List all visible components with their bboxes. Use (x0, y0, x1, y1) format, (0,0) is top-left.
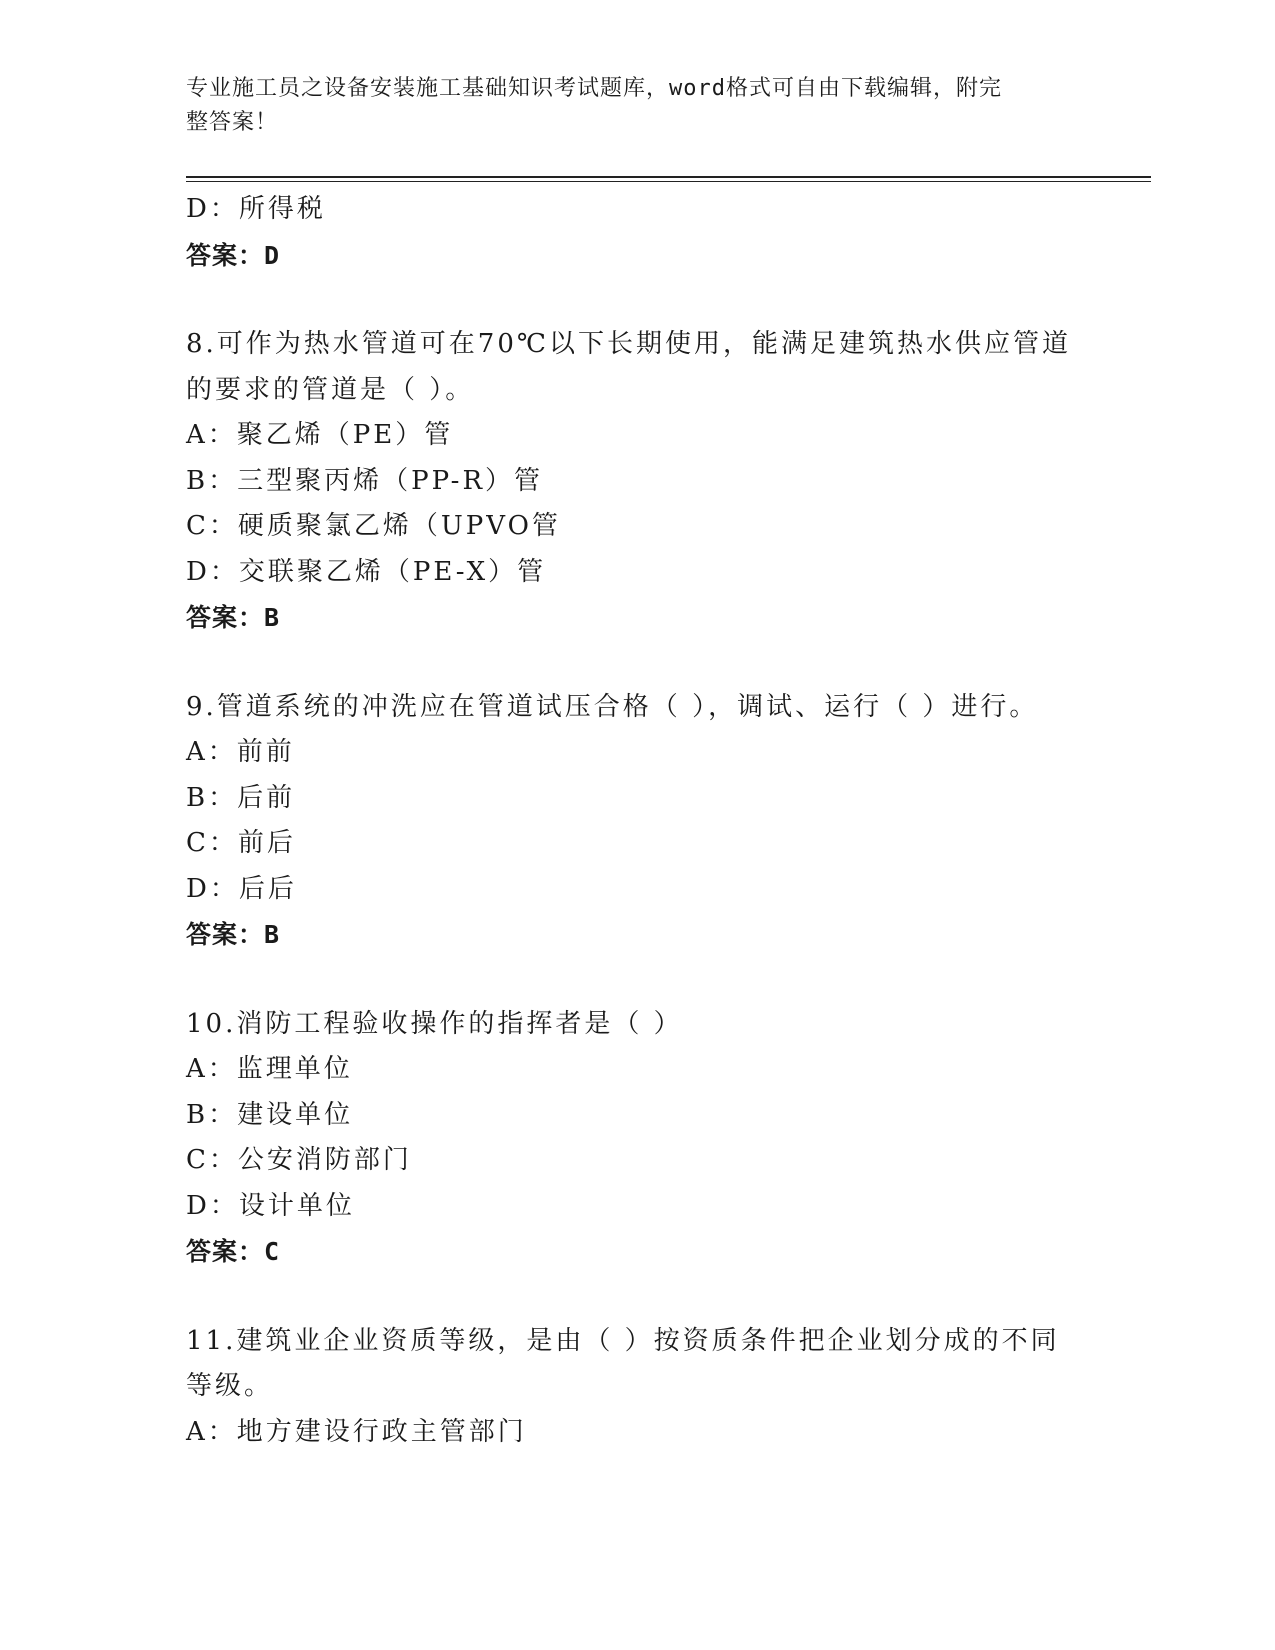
question-9-option-b: B：后前 (186, 782, 296, 813)
question-9-text-line-1: 9.管道系统的冲洗应在管道试压合格（ ），调试、运行（ ）进行。 (186, 691, 1039, 722)
header-line-1: 专业施工员之设备安装施工基础知识考试题库，word格式可自由下载编辑，附完 (186, 76, 1002, 101)
question-8-option-a: A：聚乙烯（PE）管 (186, 420, 454, 450)
question-9-option-a: A：前前 (186, 737, 295, 767)
question-11-text-line-1: 11.建筑业企业资质等级，是由（ ）按资质条件把企业划分成的不同 (186, 1325, 1060, 1356)
question-11 (186, 1319, 1086, 1456)
spacer (186, 641, 1086, 685)
question-11-option-a: A：地方建设行政主管部门 (186, 1416, 527, 1447)
question-10 (186, 1002, 1086, 1275)
question-11-text-line-2: 等级。 (186, 1371, 274, 1401)
question-8-answer: 答案：B (186, 603, 281, 632)
question-9 (186, 685, 1086, 958)
question-8-text-line-1: 8.可作为热水管道可在70℃以下长期使用，能满足建筑热水供应管道 (186, 329, 1071, 359)
question-10-answer: 答案：C (186, 1237, 281, 1266)
question-8-text-line-2: 的要求的管道是（ ）。 (186, 374, 475, 405)
question-8 (186, 322, 1086, 641)
question-8-option-c: C：硬质聚氯乙烯（UPVO管 (186, 511, 561, 541)
question-10-option-c: C：公安消防部门 (186, 1145, 412, 1175)
prev-option-d: D：所得税 (186, 194, 326, 224)
page-header (186, 72, 1066, 140)
question-10-text-line-1: 10.消防工程验收操作的指挥者是（ ） (186, 1008, 683, 1039)
question-8-option-d: D：交联聚乙烯（PE-X）管 (186, 556, 547, 587)
document-body (186, 187, 1086, 1455)
question-10-option-d: D：设计单位 (186, 1190, 355, 1221)
question-8-option-b: B：三型聚丙烯（PP-R）管 (186, 465, 544, 496)
question-9-answer: 答案：B (186, 920, 281, 949)
spacer (186, 278, 1086, 322)
header-divider (186, 176, 1151, 182)
spacer (186, 1275, 1086, 1319)
question-10-option-a: A：监理单位 (186, 1054, 353, 1084)
prev-answer: 答案：D (186, 240, 281, 270)
spacer (186, 958, 1086, 1002)
question-9-option-c: C：前后 (186, 828, 296, 858)
question-10-option-b: B：建设单位 (186, 1099, 354, 1130)
question-9-option-d: D：后后 (186, 873, 297, 904)
header-line-2: 整答案！ (186, 110, 279, 135)
